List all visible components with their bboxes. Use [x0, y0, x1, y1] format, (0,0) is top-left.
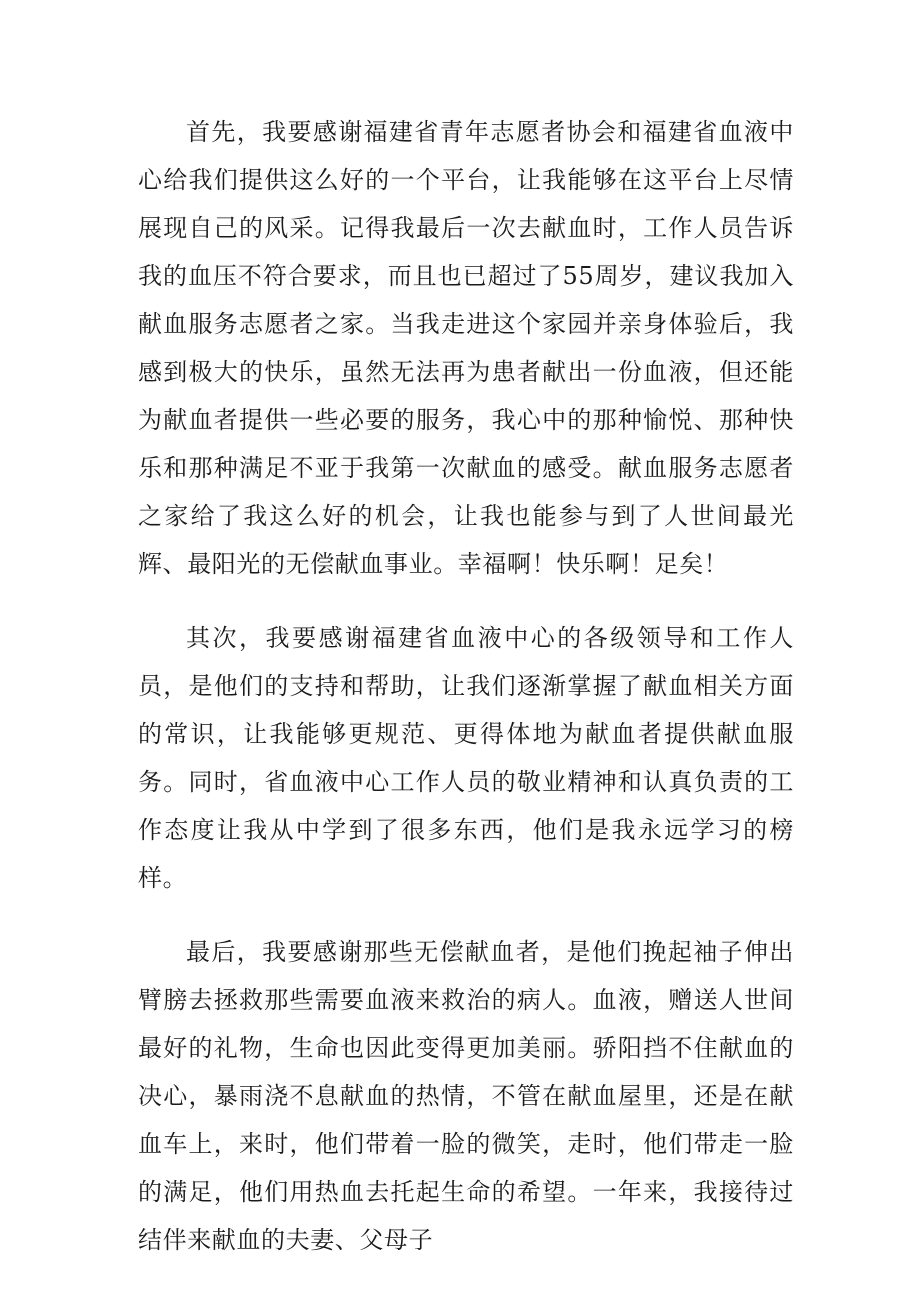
paragraph-thanks-donors: 最后，我要感谢那些无偿献血者，是他们挽起袖子伸出臂膀去拯救那些需要血液来救治的病人。血液，赠送人世间最好的礼物，生命也因此变得更加美丽。骄阳挡不住献血的决心，暴雨浇不息献血的热情，不管在献血屋里，还是在献血车上，来时，他们带着一脸的微笑，走时，他们带走一脸的满足，他们用热血去托起生命的希望。一年来，我接待过结伴来献血的夫妻、父母子 — [138, 938, 794, 1254]
paragraph-thanks-blood-center: 其次，我要感谢福建省血液中心的各级领导和工作人员，是他们的支持和帮助，让我们逐渐掌握了献血相关方面的常识，让我能够更规范、更得体地为献血者提供献血服务。同时，省血液中心工作人员的敬业精神和认真负责的工作态度让我从中学到了很多东西，他们是我永远学习的榜样。 — [138, 624, 794, 892]
paragraph-thanks-association: 首先，我要感谢福建省青年志愿者协会和福建省血液中心给我们提供这么好的一个平台，让我能够在这平台上尽情展现自己的风采。记得我最后一次去献血时，工作人员告诉我的血压不符合要求，而且也已超过了55周岁，建议我加入献血服务志愿者之家。当我走进这个家园并亲身体验后，我感到极大的快乐，虽然无法再为患者献出一份血液，但还能为献血者提供一些必要的服务，我心中的那种愉悦、那种快乐和那种满足不亚于我第一次献血的感受。献血服务志愿者之家给了我这么好的机会，让我也能参与到了人世间最光辉、最阳光的无偿献血事业。幸福啊！快乐啊！足矣！ — [138, 118, 794, 578]
document-body — [138, 108, 794, 1290]
